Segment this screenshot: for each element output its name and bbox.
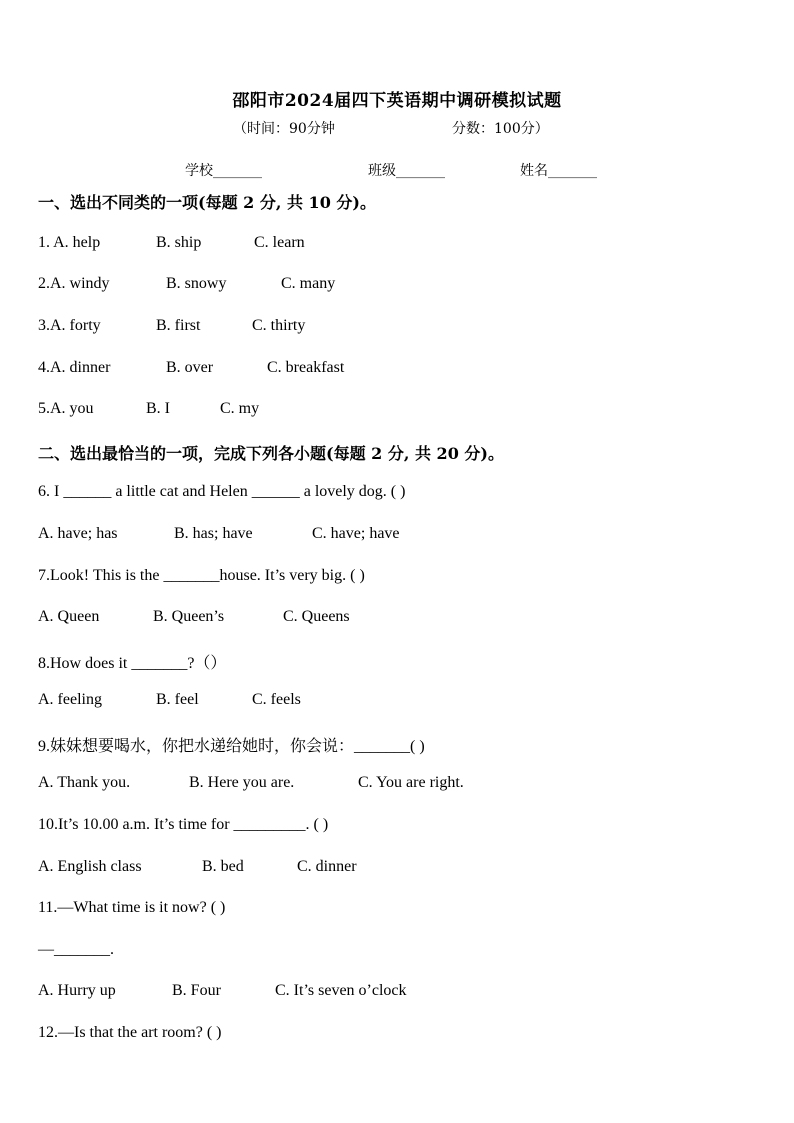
question-6: 6. I ______ a little cat and Helen ______ a lovely dog. ( ) bbox=[38, 483, 406, 500]
question-12: 12.—Is that the art room? ( ) bbox=[38, 1024, 222, 1041]
q9-option-b: B. Here you are. bbox=[189, 774, 295, 791]
q10-option-a: A. English class bbox=[38, 858, 142, 875]
q10-option-b: B. bed bbox=[202, 858, 244, 875]
q11-option-c: C. It’s seven o’clock bbox=[275, 982, 407, 999]
question-7: 7.Look! This is the _______house. It’s very big. ( ) bbox=[38, 567, 365, 584]
q4-option-a: 4.A. dinner bbox=[38, 359, 111, 376]
q3-option-b: B. first bbox=[156, 317, 201, 334]
q1-option-c: C. learn bbox=[254, 234, 305, 251]
time-limit: （时间：90分钟 bbox=[233, 121, 335, 137]
q9-option-a: A. Thank you. bbox=[38, 774, 131, 791]
question-9: 9.妹妹想要喝水，你把水递给她时，你会说：_______( ) bbox=[38, 738, 425, 755]
q2-option-c: C. many bbox=[281, 275, 336, 292]
q3-option-c: C. thirty bbox=[252, 317, 306, 334]
q6-option-b: B. has; have bbox=[174, 525, 253, 542]
school-field: 学校_______ bbox=[185, 163, 262, 179]
q4-option-c: C. breakfast bbox=[267, 359, 345, 376]
q2-option-b: B. snowy bbox=[166, 275, 227, 292]
q8-option-a: A. feeling bbox=[38, 691, 102, 708]
q10-option-c: C. dinner bbox=[297, 858, 357, 875]
question-11: 11.—What time is it now? ( ) bbox=[38, 899, 226, 916]
q1-option-a: 1. A. help bbox=[38, 234, 101, 251]
q6-option-a: A. have; has bbox=[38, 525, 118, 542]
q11-option-a: A. Hurry up bbox=[38, 982, 116, 999]
total-score: 分数：100分） bbox=[452, 121, 549, 137]
section2-heading: 二、选出最恰当的一项，完成下列各小题(每题 2 分, 共 20 分)。 bbox=[38, 444, 504, 463]
q2-option-a: 2.A. windy bbox=[38, 275, 110, 292]
question-10: 10.It’s 10.00 a.m. It’s time for _________. ( ) bbox=[38, 816, 329, 833]
q7-option-a: A. Queen bbox=[38, 608, 100, 625]
q5-option-b: B. I bbox=[146, 400, 170, 417]
q4-option-b: B. over bbox=[166, 359, 214, 376]
name-field: 姓名_______ bbox=[520, 163, 597, 179]
q11-option-b: B. Four bbox=[172, 982, 221, 999]
q3-option-a: 3.A. forty bbox=[38, 317, 101, 334]
q9-option-c: C. You are right. bbox=[358, 774, 464, 791]
exam-title: 邵阳市2024届四下英语期中调研模拟试题 bbox=[232, 91, 562, 111]
class-field: 班级_______ bbox=[368, 163, 445, 179]
q5-option-a: 5.A. you bbox=[38, 400, 94, 417]
q6-option-c: C. have; have bbox=[312, 525, 400, 542]
q8-option-c: C. feels bbox=[252, 691, 301, 708]
q7-option-c: C. Queens bbox=[283, 608, 350, 625]
q1-option-b: B. ship bbox=[156, 234, 202, 251]
question-11-answer: —_______. bbox=[38, 941, 114, 958]
question-8: 8.How does it _______?（） bbox=[38, 655, 227, 672]
q7-option-b: B. Queen’s bbox=[153, 608, 225, 625]
q8-option-b: B. feel bbox=[156, 691, 199, 708]
exam-subtitle bbox=[233, 118, 549, 138]
q5-option-c: C. my bbox=[220, 400, 260, 417]
section1-heading: 一、选出不同类的一项(每题 2 分, 共 10 分)。 bbox=[38, 193, 376, 212]
